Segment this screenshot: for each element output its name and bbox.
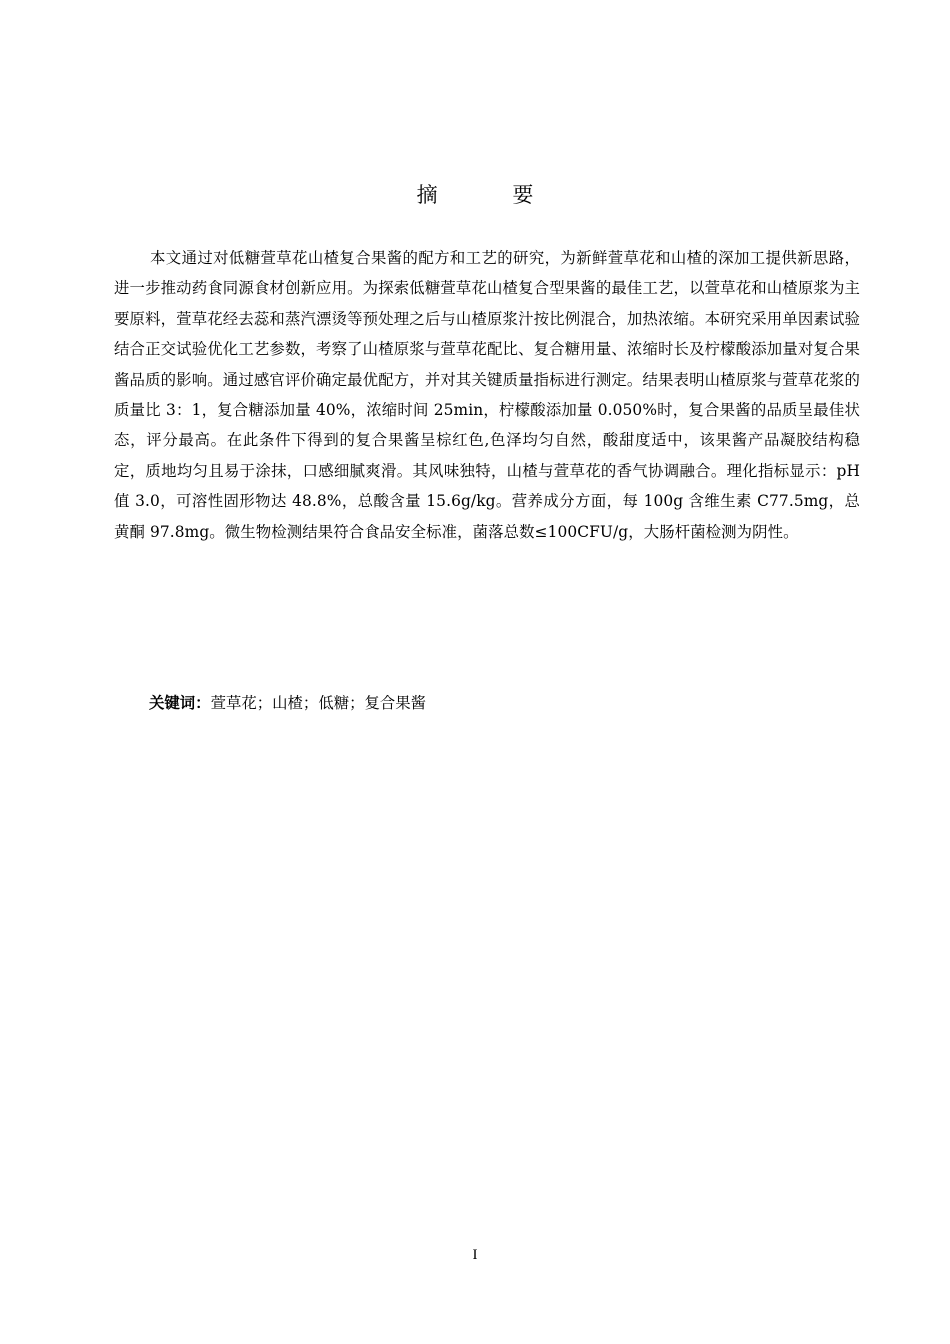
abstract-body: 本文通过对低糖萱草花山楂复合果酱的配方和工艺的研究，为新鲜萱草花和山楂的深加工提供新思路，进一步推动药食同源食材创新应用。为探索低糖萱草花山楂复合型果酱的最佳工艺，以萱草花和山楂原浆为主要原料，萱草花经去蕊和蒸汽漂烫等预处理之后与山楂原浆汁按比例混合，加热浓缩。本研究采用单因素试验结合正交试验优化工艺参数，考察了山楂原浆与萱草花配比、复合糖用量、浓缩时长及柠檬酸添加量对复合果酱品质的影响。通过感官评价确定最优配方，并对其关键质量指标进行测定。结果表明山楂原浆与萱草花浆的质量比 3：1，复合糖添加量 40%，浓缩时间 25min，柠檬酸添加量 0.050%时，复合果酱的品质呈最佳状态，评分最高。在此条件下得到的复合果酱呈棕红色,色泽均匀自然，酸甜度适中，该果酱产品凝胶结构稳定，质地均匀且易于涂抹，口感细腻爽滑。其风味独特，山楂与萱草花的香气协调融合。理化指标显示：pH 值 3.0，可溶性固形物达 48.8%，总酸含量 15.6g/kg。营养成分方面，每 100g 含维生素 C77.5mg，总黄酮 97.8mg。微生物检测结果符合食品安全标准，菌落总数≤100CFU/g，大肠杆菌检测为阴性。	[114, 249, 860, 541]
keywords-text: 萱草花；山楂；低糖；复合果酱	[210, 694, 427, 712]
keywords-label: 关键词：	[149, 694, 211, 712]
page-number: I	[472, 1247, 478, 1263]
keywords-line	[149, 688, 426, 718]
abstract-title: 摘 要	[416, 183, 568, 207]
